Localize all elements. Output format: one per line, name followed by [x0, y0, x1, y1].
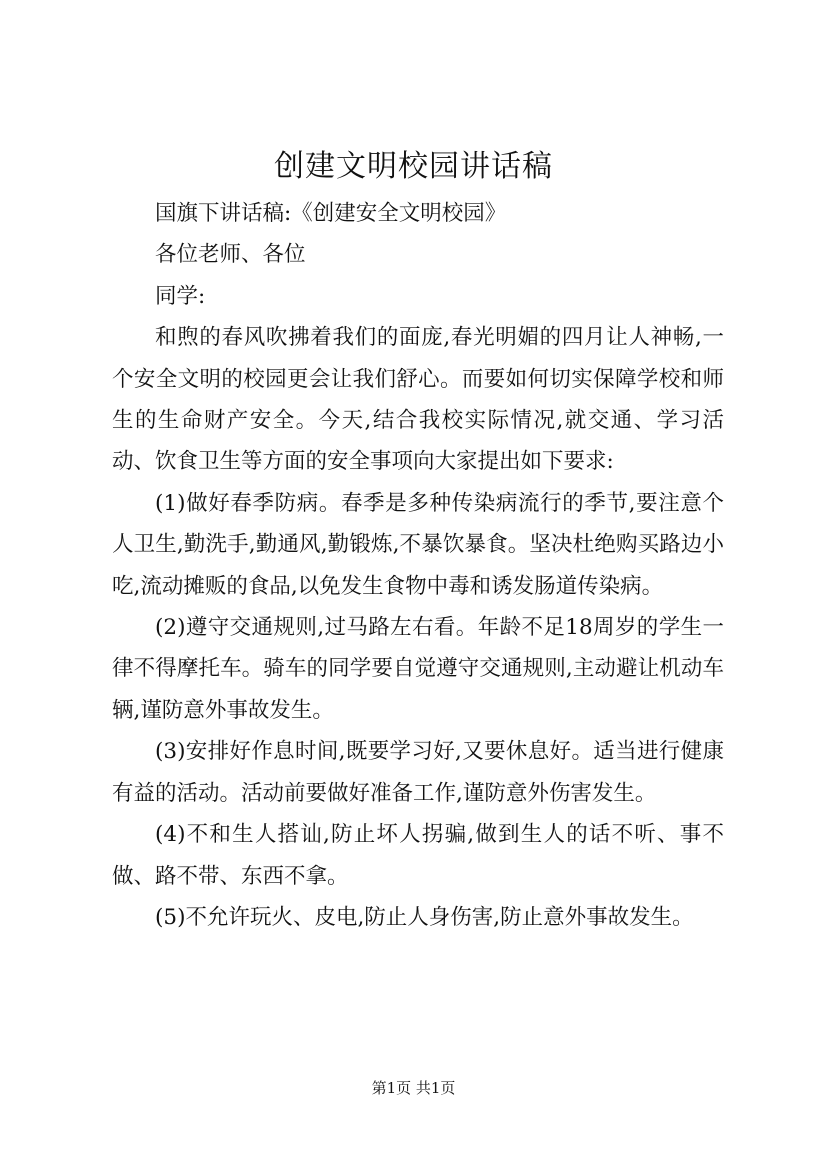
document-body	[112, 193, 724, 938]
paragraph-greeting: 各位老师、各位	[155, 242, 306, 268]
paragraph-greeting-continued: 同学:	[155, 283, 206, 309]
page-footer: 第1页 共1页	[371, 1079, 456, 1097]
paragraph-item-2: (2)遵守交通规则,过马路左右看。年龄不足18周岁的学生一律不得摩托车。骑车的同学要自觉遵守交通规则,主动避让机动车辆,谨防意外事故发生。	[112, 615, 724, 723]
paragraph-introduction: 和煦的春风吹拂着我们的面庞,春光明媚的四月让人神畅,一个安全文明的校园更会让我们舒心。而要如何切实保障学校和师生的生命财产安全。今天,结合我校实际情况,就交通、学习活动、饮食卫生等方面的安全事项向大家提出如下要求:	[112, 325, 724, 475]
paragraph-item-3: (3)安排好作息时间,既要学习好,又要休息好。适当进行健康有益的活动。活动前要做好准备工作,谨防意外伤害发生。	[112, 739, 724, 806]
paragraph-item-1: (1)做好春季防病。春季是多种传染病流行的季节,要注意个人卫生,勤洗手,勤通风,勤锻炼,不暴饮暴食。坚决杜绝购买路边小吃,流动摊贩的食品,以免发生食物中毒和诱发肠道传染病。	[112, 490, 724, 599]
document-title: 创建文明校园讲话稿	[274, 149, 553, 184]
paragraph-subtitle: 国旗下讲话稿:《创建安全文明校园》	[155, 201, 507, 226]
paragraph-item-4: (4)不和生人搭讪,防止坏人拐骗,做到生人的话不听、事不做、路不带、东西不拿。	[112, 822, 724, 889]
paragraph-item-5: (5)不允许玩火、皮电,防止人身伤害,防止意外事故发生。	[155, 904, 694, 930]
